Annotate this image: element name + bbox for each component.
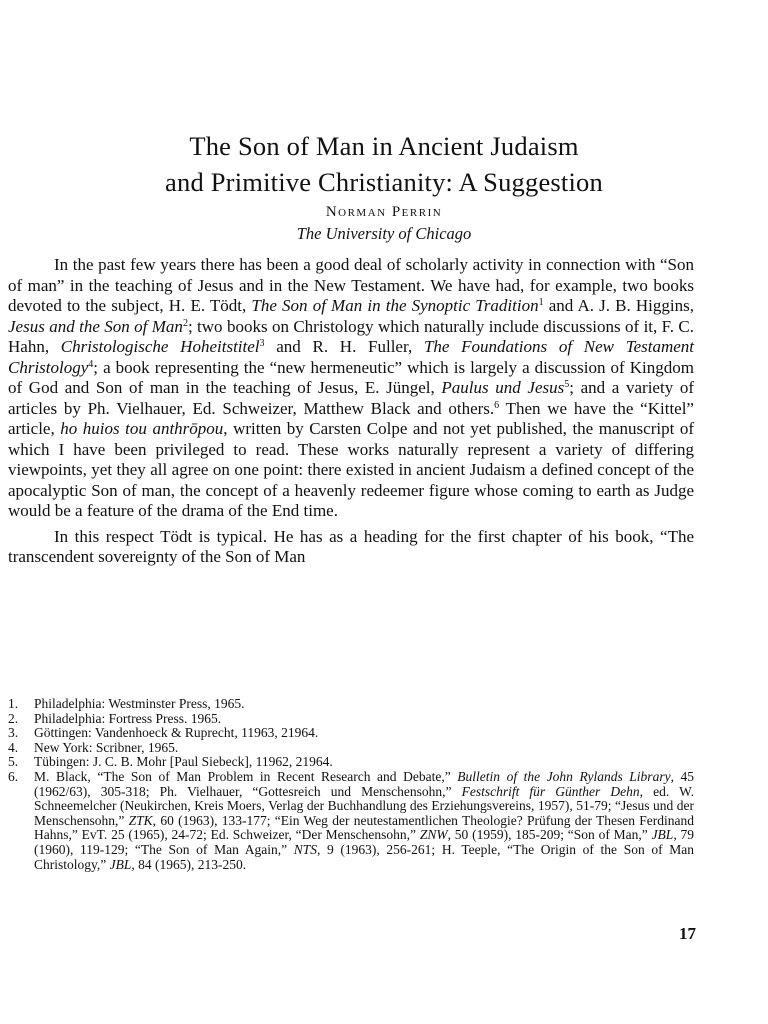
footnote-ref-4: 4 [88, 358, 94, 370]
footnote-ref-6: 6 [494, 399, 500, 411]
footnote-item-6 [8, 770, 694, 872]
article-body [8, 255, 694, 568]
text-run: , written by Carsten Colpe and not yet published, the manuscript of which I have been privileged to read. These works naturally represent a variety of differing viewpoints, yet they all agree on one point: there existed in ancient Judaism a defined concept of the apocalyptic Son of man, the concept of a heavenly redeemer figure whose coming to earth as Judge would be a feature of the drama of the End time. [8, 419, 694, 520]
footnote-ref-1: 1 [538, 297, 544, 308]
author-affiliation: The University of Chicago [296, 224, 472, 243]
footnote-number: 3. [8, 725, 19, 741]
book-title-higgins: Jesus and the Son of Man [8, 316, 183, 336]
footnote-item [8, 741, 694, 756]
text-run: and R. H. Fuller, [264, 337, 424, 356]
footnote-number: 2. [8, 710, 19, 726]
journal-title: JBL [651, 827, 674, 843]
footnote-number: 1. [8, 696, 19, 711]
author-name: Norman Perrin [325, 204, 443, 220]
title-line-1: The Son of Man in Ancient Judaism [189, 131, 579, 161]
text-run: , 60 (1963), 133-177; “Ein Weg der neutestamentlichen Theologie? Prüfung der Thesen Ferdinand Hahns,” EvT. 25 (1965), 24-72; Ed. Schweizer, “Der Menschensohn,” [34, 812, 695, 843]
footnote-number: 6. [8, 768, 19, 784]
journal-title: NTS [293, 841, 317, 857]
text-run: ; two books on Christology which naturally include discussions of it, F. C. Hahn, [8, 316, 694, 356]
book-title-todt: The Son of Man in the Synoptic Tradition [251, 296, 539, 315]
footnote-ref-2: 2 [182, 317, 188, 329]
text-run: , ed. W. Schneemelcher (Neukirchen, Kreis Moers, Verlag der Buchhandlung des Erziehungsvereins, 1957), 51-79; “Jesus und der Menschensohn,” [34, 783, 694, 828]
text-run: , 9 (1963), 256-261; H. Teeple, “The Origin of the Son of Man Christology,” [34, 841, 694, 872]
journal-title: ZTK [128, 812, 153, 828]
footnote-text [34, 770, 694, 872]
article-title [0, 128, 768, 200]
text-run: and A. J. B. Higgins, [543, 296, 694, 315]
text-run: , 84 (1965), 213-250. [131, 856, 247, 872]
journal-title: Bulletin of the John Rylands Library [457, 768, 671, 784]
footnote-text: New York: Scribner, 1965. [34, 739, 179, 755]
footnote-number: 4. [8, 739, 19, 755]
text-run: ; and a variety of articles by Ph. Vielhauer, Ed. Schweizer, Matthew Black and others. [8, 378, 695, 418]
footnote-item [8, 755, 694, 770]
footnote-number: 5. [8, 754, 19, 770]
text-run: Then we have the “Kittel” article, [8, 398, 694, 438]
footnotes [8, 697, 694, 872]
footnote-item [8, 712, 694, 727]
footnote-ref-3: 3 [259, 338, 265, 349]
footnote-text: Philadelphia: Fortress Press. 1965. [34, 710, 222, 726]
paragraph-1 [8, 255, 694, 522]
footnote-text: Göttingen: Vandenhoeck & Ruprecht, 11963, 21964. [34, 725, 319, 741]
book-title-jungel: Paulus und Jesus [441, 378, 565, 397]
journal-title: ZNW [419, 827, 448, 843]
footnote-text: Tübingen: J. C. B. Mohr [Paul Siebeck], 11962, 21964. [34, 754, 333, 770]
text-run: In the past few years there has been a good deal of scholarly activity in connection with “Son of man” in the teaching of Jesus and in the New Testament. We have had, for example, two books devoted to the subject, H. E. Tödt, [8, 255, 694, 315]
footnote-item [8, 697, 694, 712]
footnote-text: Philadelphia: Westminster Press, 1965. [34, 696, 245, 711]
text-run: ; a book representing the “new hermeneutic” which is largely a discussion of Kingdom of God and Son of man in the teaching of Jesus, E. Jüngel, [8, 357, 694, 397]
kittel-article-title: ho huios tou anthrōpou [60, 419, 224, 438]
text-run: , 79 (1960), 119-129; “The Son of Man Again,” [34, 827, 694, 857]
footnote-item [8, 726, 694, 741]
book-title-hahn: Christologische Hoheitstitel [60, 337, 260, 356]
text-run: , 45 (1962/63), 305-318; Ph. Vielhauer, “Gottesreich und Menschensohn,” [34, 768, 694, 799]
journal-title: Festschrift für Günther Dehn [461, 783, 640, 799]
text-run: M. Black, “The Son of Man Problem in Recent Research and Debate,” [34, 768, 458, 784]
paragraph-2: In this respect Tödt is typical. He has as a heading for the first chapter of his book, “The transcendent sovereignty of the Son of Man [8, 526, 694, 566]
title-line-2: and Primitive Christianity: A Suggestion [165, 167, 603, 197]
text-run: , 50 (1959), 185-209; “Son of Man,” [447, 827, 652, 843]
journal-title: JBL [109, 856, 132, 872]
footnote-ref-5: 5 [564, 379, 570, 390]
page-number: 17 [679, 924, 696, 943]
book-title-fuller: The Foundations of New Testament Christology [8, 337, 695, 377]
